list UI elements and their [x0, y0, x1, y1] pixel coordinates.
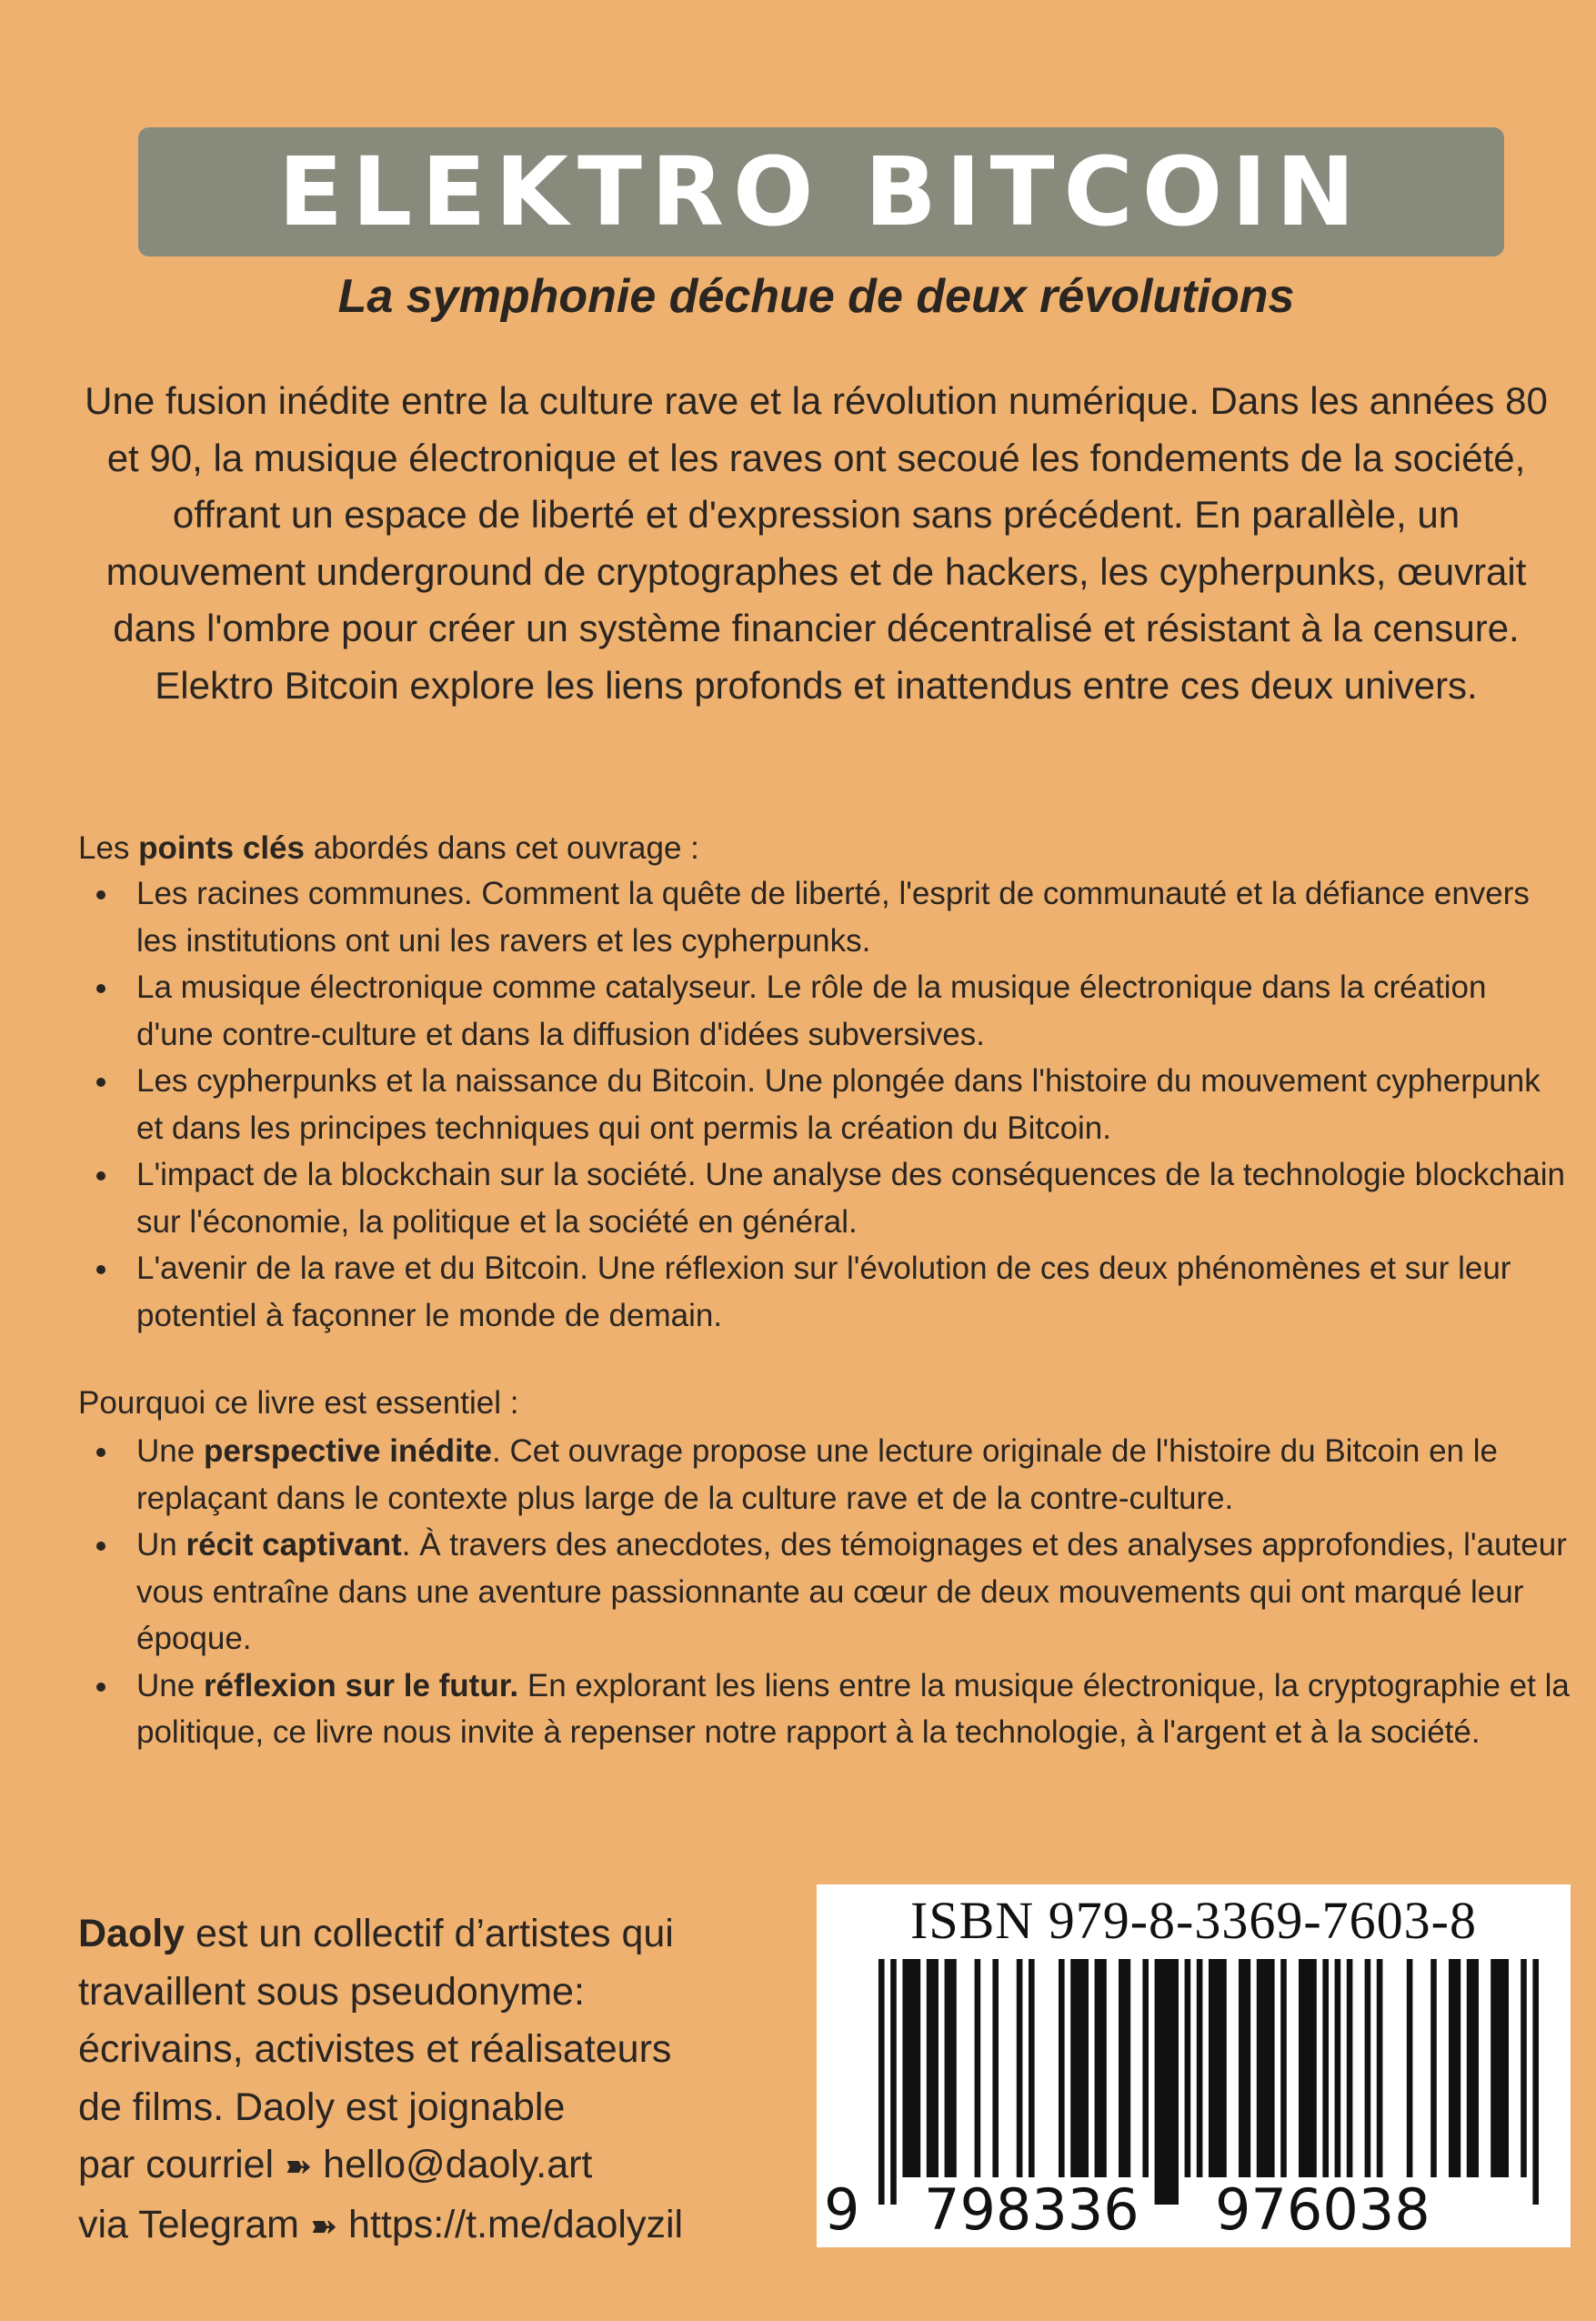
- barcode-bar: [1377, 1959, 1383, 2177]
- arrow-icon: ➽: [309, 2207, 338, 2246]
- barcode-bar: [1430, 1959, 1437, 2177]
- barcode-digit-lead: 9: [824, 2176, 860, 2243]
- book-subtitle: La symphonie déchue de deux révolutions: [337, 270, 1295, 323]
- author-email[interactable]: hello@daoly.art: [312, 2143, 593, 2186]
- barcode-bar: [1197, 1959, 1203, 2177]
- key-points-lead-bold: points clés: [138, 830, 305, 866]
- author-line-3: écrivains, activistes et réalisateurs: [78, 2027, 672, 2071]
- why-essential-lead: Pourquoi ce livre est essentiel :: [78, 1385, 519, 1421]
- barcode-bar: [1119, 1959, 1130, 2177]
- barcode-bar: [1095, 1959, 1107, 2177]
- barcode-bar: [1299, 1959, 1317, 2177]
- barcode-bar: [1185, 1959, 1191, 2177]
- barcode-digits: [817, 2177, 1571, 2243]
- isbn-barcode: [817, 1884, 1571, 2247]
- arrow-icon: ➽: [285, 2148, 313, 2185]
- barcode-bar: [1365, 1959, 1371, 2177]
- barcode-bar: [1347, 1959, 1353, 2177]
- barcode-bar: [1491, 1959, 1509, 2177]
- barcode-bar: [1521, 1959, 1527, 2177]
- isbn-label: ISBN 979-8-3369-7603-8: [910, 1891, 1477, 1950]
- key-points-lead-before: Les: [78, 830, 139, 866]
- list-item: [78, 1522, 1570, 1663]
- list-item-bold: perspective inédite: [203, 1433, 493, 1469]
- list-item-after: . Cet ouvrage propose une lecture originale de l'histoire du Bitcoin en le replaçant dans le contexte plus large de la culture rave et de la contre-culture.: [136, 1433, 1498, 1516]
- list-item: Les cypherpunks et la naissance du Bitcoin. Une plongée dans l'histoire du mouvement cypherpunk et dans les principes techniques qui ont permis la création du Bitcoin.: [78, 1058, 1570, 1151]
- barcode-bar: [1142, 1959, 1149, 2177]
- why-essential-list: [78, 1428, 1570, 1756]
- barcode-guard-bar: [1532, 1959, 1539, 2205]
- list-item-after: . À travers des anecdotes, des témoignages et des analyses approfondies, l'auteur vous entraîne dans une aventure passionnante au cœur de deux mouvements qui ont marqué leur époque.: [136, 1527, 1567, 1656]
- list-item-after: En explorant les liens entre la musique électronique, la cryptographie et la politique, ce livre nous invite à repenser notre rapport à la technologie, à l'argent et à la société.: [136, 1667, 1570, 1750]
- barcode-bar: [992, 1959, 999, 2177]
- list-item-before: Un: [136, 1527, 186, 1562]
- author-email-line: [78, 2136, 824, 2196]
- list-item-bold: réflexion sur le futur.: [203, 1667, 519, 1703]
- title-banner: [138, 127, 1504, 256]
- barcode-digits-left: 798336: [924, 2176, 1139, 2243]
- list-item: [78, 1663, 1570, 1756]
- barcode-bar: [945, 1959, 957, 2177]
- barcode-bar: [927, 1959, 939, 2177]
- barcode-digits-right: 976038: [1215, 2176, 1430, 2243]
- key-points-lead-after: abordés dans cet ouvrage :: [304, 830, 699, 866]
- author-line-1-text: est un collectif d’artistes qui: [185, 1912, 674, 1955]
- barcode-bar: [1280, 1959, 1287, 2177]
- intro-paragraph: Une fusion inédite entre la culture rave et la révolution numérique. Dans les années 80 et 90, la musique électronique et les raves ont secoué les fondements de la société, offrant un espace de liberté et d'expression sans précédent. En parallèle, un mouvement underground de cryptographes et de hackers, les cypherpunks, œuvrait dans l'ombre pour créer un système financier décentralisé et résistant à la censure. Elektro Bitcoin explore les liens profonds et inattendus entre ces deux univers.: [85, 379, 1548, 707]
- list-item: L'impact de la blockchain sur la société. Une analyse des conséquences de la technologie blockchain sur l'économie, la politique et la société en général.: [78, 1151, 1570, 1245]
- barcode-bar: [1257, 1959, 1275, 2177]
- list-item: Les racines communes. Comment la quête de liberté, l'esprit de communauté et la défiance envers les institutions ont uni les ravers et les cypherpunks.: [78, 870, 1570, 964]
- barcode-bar: [1239, 1959, 1250, 2177]
- author-block: [78, 1905, 824, 2256]
- barcode-guard-bar: [1155, 1959, 1179, 2205]
- barcode-guard-bar: [878, 1959, 885, 2205]
- barcode-bar: [975, 1959, 981, 2177]
- barcode-bar: [1059, 1959, 1065, 2177]
- barcode-bar: [1209, 1959, 1227, 2177]
- email-label: par courriel: [78, 2143, 286, 2186]
- barcode-bar: [1467, 1959, 1479, 2177]
- barcode-bar: [1029, 1959, 1035, 2177]
- book-title: ELEKTRO BITCOIN: [278, 136, 1364, 247]
- barcode-bar: [1407, 1959, 1413, 2177]
- barcode-bar: [1017, 1959, 1023, 2177]
- list-item-before: Une: [136, 1433, 204, 1469]
- author-line-4: de films. Daoly est joignable: [78, 2085, 566, 2129]
- key-points-list: [78, 870, 1570, 1339]
- author-line-1: [78, 1905, 824, 1964]
- author-telegram[interactable]: https://t.me/daolyzil: [337, 2202, 684, 2246]
- telegram-label: via Telegram: [78, 2202, 310, 2246]
- barcode-guard-bar: [890, 1959, 897, 2205]
- barcode-bar: [1449, 1959, 1460, 2177]
- key-points-lead: [78, 830, 699, 867]
- list-item-before: Une: [136, 1667, 204, 1703]
- author-name: Daoly: [78, 1912, 186, 1955]
- author-telegram-line: [78, 2196, 824, 2256]
- barcode-bar: [902, 1959, 920, 2177]
- list-item-bold: récit captivant: [186, 1527, 402, 1562]
- barcode-bar: [1070, 1959, 1089, 2177]
- author-line-2: travaillent sous pseudonyme:: [78, 1969, 585, 2014]
- list-item: [78, 1428, 1570, 1522]
- list-item: L'avenir de la rave et du Bitcoin. Une réflexion sur l'évolution de ces deux phénomènes et sur leur potentiel à façonner le monde de demain.: [78, 1245, 1570, 1339]
- barcode-bar: [1335, 1959, 1341, 2177]
- list-item: La musique électronique comme catalyseur. Le rôle de la musique électronique dans la création d'une contre-culture et dans la diffusion d'idées subversives.: [78, 964, 1570, 1058]
- barcode-bar: [1322, 1959, 1329, 2177]
